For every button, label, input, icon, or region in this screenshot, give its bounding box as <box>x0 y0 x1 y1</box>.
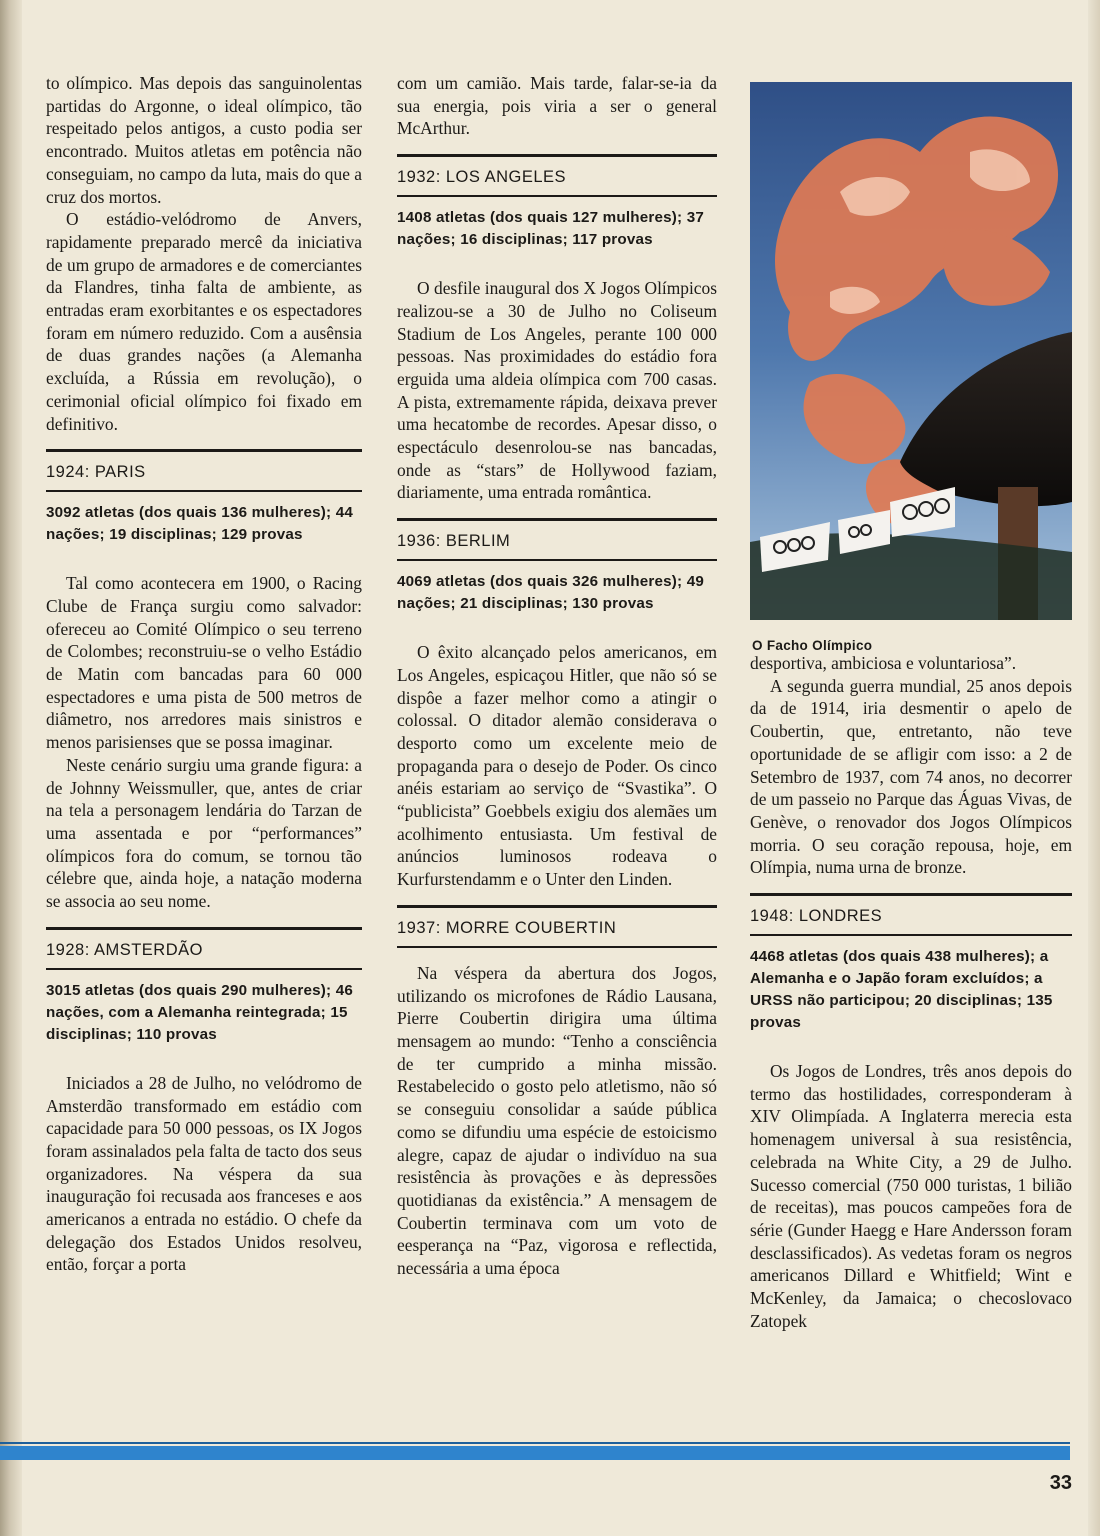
olympic-torch-photo <box>750 82 1072 620</box>
paragraph-1948: Os Jogos de Londres, três anos depois do termo das hostilidades, corresponderam à XIV Olimpíada. A Inglaterra merecia esta homenagem universal à sua resistência, celebrada na White City, a 29 de Julho. Sucesso comercial (750 000 turistas, 1 bilião de receitas), mas poucos campeões fora de série (Gunder Haegg e Hare Andersson foram desclassificados). As vedetas foram os negros americanos Dillard e Whitfield; Wint e McKenley, da Jamaica; o checoslovaco Zatopek <box>750 1061 1072 1331</box>
column-2 <box>397 72 717 1280</box>
stats-1932: 1408 atletas (dos quais 127 mulheres); 37 nações; 16 disciplinas; 117 provas <box>397 209 705 249</box>
column-3 <box>750 652 1072 1332</box>
paragraph-1928: Iniciados a 28 de Julho, no velódromo de Amsterdão transformado em estádio com capacidade para 50 000 pessoas, os IX Jogos foram assinalados pela falta de tacto dos seus organizadores. Na véspera da sua inauguração foi recusada aos franceses e aos americanos a entrada no estádio. O chefe da delegação dos Estados Unidos resolveu, então, forçar a porta <box>46 1072 362 1275</box>
paragraph-1924-a: Tal como acontecera em 1900, o Racing Clube de França surgiu como salvador: ofereceu ao Comité Olímpico o seu terreno de Colombes; reconstruiu-se o velho Estádio de Matin com bancadas para 60 000 espectadores e uma pista de 500 metros de diâmetro, nos arredores mais sinistros e menos parisienses que se possa imaginar. <box>46 573 362 753</box>
section-heading-1948: 1948: LONDRES <box>750 907 883 926</box>
stats-1924: 3092 atletas (dos quais 136 mulheres); 44 nações; 19 disciplinas; 129 provas <box>46 504 354 544</box>
paragraph-1932: O desfile inaugural dos X Jogos Olímpicos realizou-se a 30 de Julho no Coliseum Stadium de Los Angeles, perante 100 000 pessoas. Nas proximidades do estádio fora erguida uma aldeia olímpica com 700 casas. A pista, extremamente rápida, deixava prever uma hecatombe de recordes. Apesar disso, o espectáculo desenrolou-se nas bancadas, onde as “stars” de Hollywood faziam, diariamente, uma entrada romântica. <box>397 278 717 503</box>
section-rule <box>397 195 717 197</box>
paragraph-continuation: desportiva, ambiciosa e voluntariosa”. <box>750 653 1017 673</box>
paragraph-continuation: com um camião. Mais tarde, falar-se-ia da sua energia, pois viria a ser o general McArthur. <box>397 73 717 139</box>
column-1 <box>46 72 362 1276</box>
stats-1948: 4468 atletas (dos quais 438 mulheres); a Alemanha e o Japão foram excluídos; a URSS não participou; 20 disciplinas; 135 provas <box>750 948 1053 1032</box>
paragraph-1924-b: Neste cenário surgiu uma grande figura: a de Johnny Weissmuller, que, antes de criar na tela a personagem lendária do Tarzan de uma assentada e por “performances” olímpicos fora do comum, se tornou tão célebre que, ainda hoje, a natação moderna se associa ao seu nome. <box>46 754 362 912</box>
page-edge <box>1088 0 1100 1536</box>
section-heading-1928: 1928: AMSTERDÃO <box>46 940 203 959</box>
stats-1936: 4069 atletas (dos quais 326 mulheres); 49 nações; 21 disciplinas; 130 provas <box>397 573 705 613</box>
binding-spine <box>0 0 22 1536</box>
footer-rule <box>0 1442 1070 1444</box>
footer-blue-bar <box>0 1446 1070 1460</box>
paragraph-anvers: O estádio-velódromo de Anvers, rapidamente preparado mercê da iniciativa de um grupo de armadores e de comerciantes da Flandres, tinha falta de ambiente, as entradas eram exorbitantes e os espectadores foram em número reduzido. Com a ausênsia de duas grandes nações (a Alemanha excluída, a Rússia em revolução), o cerimonial oficial olímpico foi fixado em definitivo. <box>46 209 362 434</box>
paragraph-1936: O êxito alcançado pelos americanos, em Los Angeles, espicaçou Hitler, que não só se dispôe a fazer melhor como a atingir o colossal. O ditador alemão considerava o desporto como um excelente meio de propaganda para o desejo de Poder. Os cinco anéis estariam ao serviço de “Svastika”. O “publicista” Goebbels exigiu dos alemães um acolhimento entusiasta. Um festival de anúncios luminosos rodeava o Kurfurstendamm e o Unter den Linden. <box>397 642 717 890</box>
paragraph-1937: Na véspera da abertura dos Jogos, utilizando os microfones de Rádio Lausana, Pierre Coubertin dirigira uma última mensagem ao mundo: “Tenho a consciência de ter cumprido a minha missão. Restabelecido o gosto pelo atletismo, não só se conseguiu consolidar a saúde pública como se difundiu uma espécie de estoicismo alegre, capaz de ajudar o indivíduo na sua resistência às provações e às depressões quotidianas da existência.” A mensagem de Coubertin terminava com um voto de eesperança na “Paz, vigorosa e reflectida, necessária a uma época <box>397 962 717 1279</box>
spacer <box>397 948 717 962</box>
page-number: 33 <box>1049 1472 1072 1494</box>
section-rule <box>46 490 362 492</box>
section-rule <box>750 934 1072 936</box>
section-heading-1936: 1936: BERLIM <box>397 532 511 551</box>
stats-1928: 3015 atletas (dos quais 290 mulheres); 46 nações, com a Alemanha reintegrada; 15 disciplinas; 110 provas <box>46 981 354 1043</box>
section-heading-1937: 1937: MORRE COUBERTIN <box>397 918 617 937</box>
photo-caption: O Facho Olímpico <box>752 638 873 653</box>
paragraph-war: A segunda guerra mundial, 25 anos depois da de 1914, iria desmentir o apelo de Coubertin, que, entretanto, não teve oportunidade de se afligir com isso: a 2 de Setembro de 1937, com 74 anos, no decorrer de um passeio no Parque das Águas Vivas, de Genève, o renovador dos Jogos Olímpicos morria. O seu coração repousa, hoje, em Olímpia, numa urna de bronze. <box>750 675 1072 878</box>
section-rule <box>397 559 717 561</box>
section-heading-1932: 1932: LOS ANGELES <box>397 168 567 187</box>
paragraph-intro: to olímpico. Mas depois das sanguinolentas partidas do Argonne, o ideal olímpico, tão respeitado pelos antigos, a custo podia ser encontrado. Muitos atletas em potência não conseguiam, no campo da luta, mais do que a cruz dos mortos. <box>46 73 362 207</box>
torch-illustration <box>750 82 1072 620</box>
section-heading-1924: 1924: PARIS <box>46 463 146 482</box>
section-rule <box>46 968 362 970</box>
